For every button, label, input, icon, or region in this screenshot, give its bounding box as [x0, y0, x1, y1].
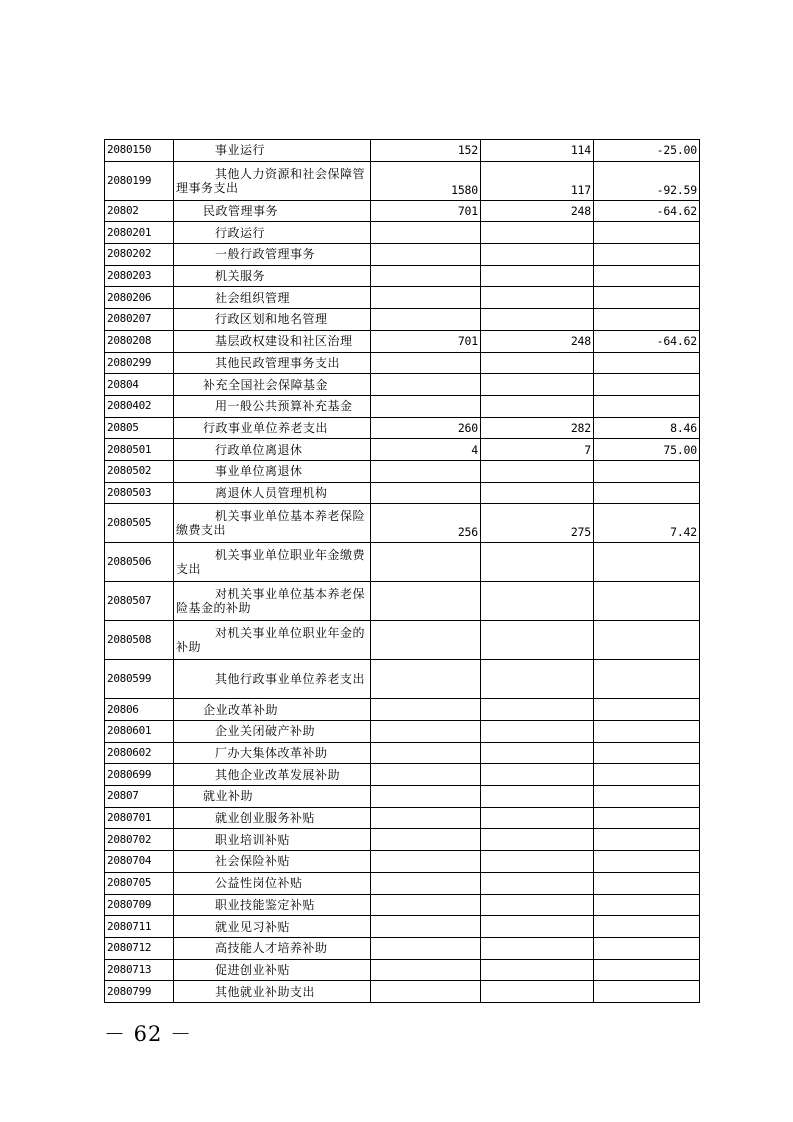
change-rate-cell — [594, 374, 700, 396]
current-amount-cell: 114 — [481, 140, 594, 162]
prior-amount-cell — [371, 660, 481, 699]
subject-name-cell: 用一般公共预算补充基金 — [174, 395, 371, 417]
current-amount-cell — [481, 742, 594, 764]
table-row — [105, 439, 700, 461]
subject-code-cell: 20804 — [105, 374, 174, 396]
subject-code-cell: 2080208 — [105, 330, 174, 352]
change-rate-cell — [594, 621, 700, 660]
subject-code-cell: 2080601 — [105, 721, 174, 743]
table-row — [105, 417, 700, 439]
table-row — [105, 460, 700, 482]
change-rate-cell — [594, 937, 700, 959]
prior-amount-cell — [371, 851, 481, 873]
table-row — [105, 851, 700, 873]
subject-name-cell: 职业技能鉴定补贴 — [174, 894, 371, 916]
change-rate-cell — [594, 807, 700, 829]
change-rate-cell — [594, 829, 700, 851]
prior-amount-cell — [371, 807, 481, 829]
subject-name-cell: 对机关事业单位基本养老保险基金的补助 — [174, 582, 371, 621]
subject-name-cell: 一般行政管理事务 — [174, 244, 371, 266]
prior-amount-cell: 701 — [371, 200, 481, 222]
current-amount-cell — [481, 937, 594, 959]
table-row — [105, 309, 700, 331]
change-rate-cell — [594, 460, 700, 482]
subject-code-cell: 2080702 — [105, 829, 174, 851]
subject-name-cell: 机关事业单位基本养老保险缴费支出 — [174, 504, 371, 543]
subject-code-cell: 2080503 — [105, 482, 174, 504]
subject-code-cell: 2080299 — [105, 352, 174, 374]
subject-name-cell: 就业补助 — [174, 786, 371, 808]
subject-name-cell: 行政区划和地名管理 — [174, 309, 371, 331]
subject-code-cell: 2080712 — [105, 937, 174, 959]
prior-amount-cell — [371, 374, 481, 396]
change-rate-cell: 8.46 — [594, 417, 700, 439]
prior-amount-cell — [371, 395, 481, 417]
current-amount-cell: 282 — [481, 417, 594, 439]
current-amount-cell: 7 — [481, 439, 594, 461]
change-rate-cell — [594, 699, 700, 721]
current-amount-cell: 275 — [481, 504, 594, 543]
table-row — [105, 621, 700, 660]
subject-name-cell: 就业创业服务补贴 — [174, 807, 371, 829]
prior-amount-cell — [371, 829, 481, 851]
subject-name-cell: 其他人力资源和社会保障管理事务支出 — [174, 161, 371, 200]
change-rate-cell: -64.62 — [594, 200, 700, 222]
current-amount-cell — [481, 222, 594, 244]
subject-code-cell: 2080402 — [105, 395, 174, 417]
table-row — [105, 330, 700, 352]
change-rate-cell — [594, 981, 700, 1003]
subject-name-cell: 社会组织管理 — [174, 287, 371, 309]
table-row — [105, 582, 700, 621]
change-rate-cell: -92.59 — [594, 161, 700, 200]
subject-name-cell: 其他行政事业单位养老支出 — [174, 660, 371, 699]
current-amount-cell — [481, 872, 594, 894]
subject-name-cell: 其他就业补助支出 — [174, 981, 371, 1003]
subject-name-cell: 行政单位离退休 — [174, 439, 371, 461]
current-amount-cell — [481, 582, 594, 621]
table-row — [105, 699, 700, 721]
subject-code-cell: 2080201 — [105, 222, 174, 244]
subject-code-cell: 20806 — [105, 699, 174, 721]
current-amount-cell — [481, 621, 594, 660]
prior-amount-cell — [371, 959, 481, 981]
current-amount-cell — [481, 374, 594, 396]
change-rate-cell — [594, 959, 700, 981]
subject-code-cell: 2080505 — [105, 504, 174, 543]
current-amount-cell — [481, 764, 594, 786]
prior-amount-cell — [371, 460, 481, 482]
current-amount-cell — [481, 786, 594, 808]
subject-code-cell: 2080711 — [105, 916, 174, 938]
current-amount-cell — [481, 660, 594, 699]
subject-code-cell: 2080599 — [105, 660, 174, 699]
table-row — [105, 395, 700, 417]
subject-name-cell: 补充全国社会保障基金 — [174, 374, 371, 396]
current-amount-cell — [481, 981, 594, 1003]
prior-amount-cell: 256 — [371, 504, 481, 543]
subject-code-cell: 2080508 — [105, 621, 174, 660]
change-rate-cell — [594, 916, 700, 938]
subject-code-cell: 2080150 — [105, 140, 174, 162]
change-rate-cell — [594, 894, 700, 916]
subject-code-cell: 2080602 — [105, 742, 174, 764]
change-rate-cell: -25.00 — [594, 140, 700, 162]
budget-table — [104, 139, 700, 1003]
table-row — [105, 287, 700, 309]
subject-name-cell: 事业单位离退休 — [174, 460, 371, 482]
prior-amount-cell: 1580 — [371, 161, 481, 200]
change-rate-cell: 7.42 — [594, 504, 700, 543]
subject-code-cell: 2080704 — [105, 851, 174, 873]
subject-name-cell: 离退休人员管理机构 — [174, 482, 371, 504]
prior-amount-cell — [371, 872, 481, 894]
current-amount-cell — [481, 959, 594, 981]
prior-amount-cell — [371, 699, 481, 721]
table-row — [105, 660, 700, 699]
subject-code-cell: 2080713 — [105, 959, 174, 981]
change-rate-cell — [594, 660, 700, 699]
table-row — [105, 786, 700, 808]
change-rate-cell — [594, 287, 700, 309]
current-amount-cell — [481, 482, 594, 504]
subject-name-cell: 基层政权建设和社区治理 — [174, 330, 371, 352]
subject-name-cell: 机关服务 — [174, 265, 371, 287]
change-rate-cell: -64.62 — [594, 330, 700, 352]
subject-name-cell: 机关事业单位职业年金缴费支出 — [174, 543, 371, 582]
table-row — [105, 265, 700, 287]
current-amount-cell: 248 — [481, 200, 594, 222]
subject-code-cell: 2080701 — [105, 807, 174, 829]
prior-amount-cell: 701 — [371, 330, 481, 352]
current-amount-cell — [481, 244, 594, 266]
table-row — [105, 140, 700, 162]
prior-amount-cell — [371, 244, 481, 266]
prior-amount-cell — [371, 786, 481, 808]
change-rate-cell — [594, 764, 700, 786]
current-amount-cell — [481, 265, 594, 287]
current-amount-cell — [481, 460, 594, 482]
table-row — [105, 244, 700, 266]
table-row — [105, 222, 700, 244]
prior-amount-cell — [371, 287, 481, 309]
prior-amount-cell — [371, 721, 481, 743]
table-row — [105, 894, 700, 916]
subject-name-cell: 促进创业补贴 — [174, 959, 371, 981]
subject-name-cell: 厂办大集体改革补助 — [174, 742, 371, 764]
current-amount-cell — [481, 309, 594, 331]
change-rate-cell: 75.00 — [594, 439, 700, 461]
table-row — [105, 200, 700, 222]
table-row — [105, 742, 700, 764]
change-rate-cell — [594, 786, 700, 808]
change-rate-cell — [594, 352, 700, 374]
prior-amount-cell — [371, 937, 481, 959]
subject-name-cell: 公益性岗位补贴 — [174, 872, 371, 894]
table-row — [105, 543, 700, 582]
prior-amount-cell — [371, 621, 481, 660]
change-rate-cell — [594, 872, 700, 894]
current-amount-cell — [481, 287, 594, 309]
current-amount-cell: 248 — [481, 330, 594, 352]
subject-name-cell: 其他企业改革发展补助 — [174, 764, 371, 786]
current-amount-cell — [481, 721, 594, 743]
subject-code-cell: 2080709 — [105, 894, 174, 916]
current-amount-cell — [481, 829, 594, 851]
subject-code-cell: 2080501 — [105, 439, 174, 461]
subject-name-cell: 对机关事业单位职业年金的补助 — [174, 621, 371, 660]
current-amount-cell — [481, 807, 594, 829]
prior-amount-cell — [371, 482, 481, 504]
subject-code-cell: 2080799 — [105, 981, 174, 1003]
subject-name-cell: 其他民政管理事务支出 — [174, 352, 371, 374]
prior-amount-cell — [371, 222, 481, 244]
prior-amount-cell — [371, 265, 481, 287]
subject-name-cell: 高技能人才培养补助 — [174, 937, 371, 959]
current-amount-cell — [481, 851, 594, 873]
subject-code-cell: 2080705 — [105, 872, 174, 894]
change-rate-cell — [594, 309, 700, 331]
subject-code-cell: 2080506 — [105, 543, 174, 582]
table-row — [105, 374, 700, 396]
subject-code-cell: 20807 — [105, 786, 174, 808]
table-row — [105, 721, 700, 743]
change-rate-cell — [594, 482, 700, 504]
subject-code-cell: 2080203 — [105, 265, 174, 287]
prior-amount-cell — [371, 352, 481, 374]
prior-amount-cell — [371, 309, 481, 331]
current-amount-cell — [481, 916, 594, 938]
prior-amount-cell — [371, 742, 481, 764]
prior-amount-cell — [371, 894, 481, 916]
prior-amount-cell — [371, 543, 481, 582]
subject-code-cell: 2080206 — [105, 287, 174, 309]
subject-name-cell: 事业运行 — [174, 140, 371, 162]
budget-sheet — [104, 139, 699, 1003]
subject-name-cell: 行政运行 — [174, 222, 371, 244]
change-rate-cell — [594, 582, 700, 621]
table-row — [105, 937, 700, 959]
table-row — [105, 916, 700, 938]
subject-name-cell: 民政管理事务 — [174, 200, 371, 222]
change-rate-cell — [594, 395, 700, 417]
subject-code-cell: 2080507 — [105, 582, 174, 621]
page-number: － 62 － — [104, 1022, 193, 1046]
prior-amount-cell — [371, 582, 481, 621]
subject-code-cell: 2080502 — [105, 460, 174, 482]
prior-amount-cell — [371, 916, 481, 938]
prior-amount-cell — [371, 764, 481, 786]
subject-code-cell: 2080199 — [105, 161, 174, 200]
prior-amount-cell — [371, 981, 481, 1003]
subject-name-cell: 就业见习补贴 — [174, 916, 371, 938]
subject-name-cell: 企业关闭破产补助 — [174, 721, 371, 743]
prior-amount-cell: 4 — [371, 439, 481, 461]
subject-name-cell: 职业培训补贴 — [174, 829, 371, 851]
subject-code-cell: 2080202 — [105, 244, 174, 266]
current-amount-cell — [481, 894, 594, 916]
table-row — [105, 764, 700, 786]
subject-name-cell: 社会保险补贴 — [174, 851, 371, 873]
table-row — [105, 807, 700, 829]
subject-code-cell: 20805 — [105, 417, 174, 439]
change-rate-cell — [594, 721, 700, 743]
change-rate-cell — [594, 222, 700, 244]
table-row — [105, 504, 700, 543]
subject-name-cell: 行政事业单位养老支出 — [174, 417, 371, 439]
subject-code-cell: 2080699 — [105, 764, 174, 786]
current-amount-cell — [481, 543, 594, 582]
table-row — [105, 981, 700, 1003]
change-rate-cell — [594, 244, 700, 266]
table-row — [105, 872, 700, 894]
change-rate-cell — [594, 265, 700, 287]
current-amount-cell — [481, 352, 594, 374]
table-row — [105, 959, 700, 981]
change-rate-cell — [594, 543, 700, 582]
prior-amount-cell: 260 — [371, 417, 481, 439]
change-rate-cell — [594, 742, 700, 764]
subject-code-cell: 2080207 — [105, 309, 174, 331]
current-amount-cell — [481, 395, 594, 417]
subject-name-cell: 企业改革补助 — [174, 699, 371, 721]
table-row — [105, 829, 700, 851]
current-amount-cell — [481, 699, 594, 721]
prior-amount-cell: 152 — [371, 140, 481, 162]
table-row — [105, 482, 700, 504]
budget-table-body — [105, 140, 700, 1003]
subject-code-cell: 20802 — [105, 200, 174, 222]
change-rate-cell — [594, 851, 700, 873]
table-row — [105, 161, 700, 200]
table-row — [105, 352, 700, 374]
current-amount-cell: 117 — [481, 161, 594, 200]
